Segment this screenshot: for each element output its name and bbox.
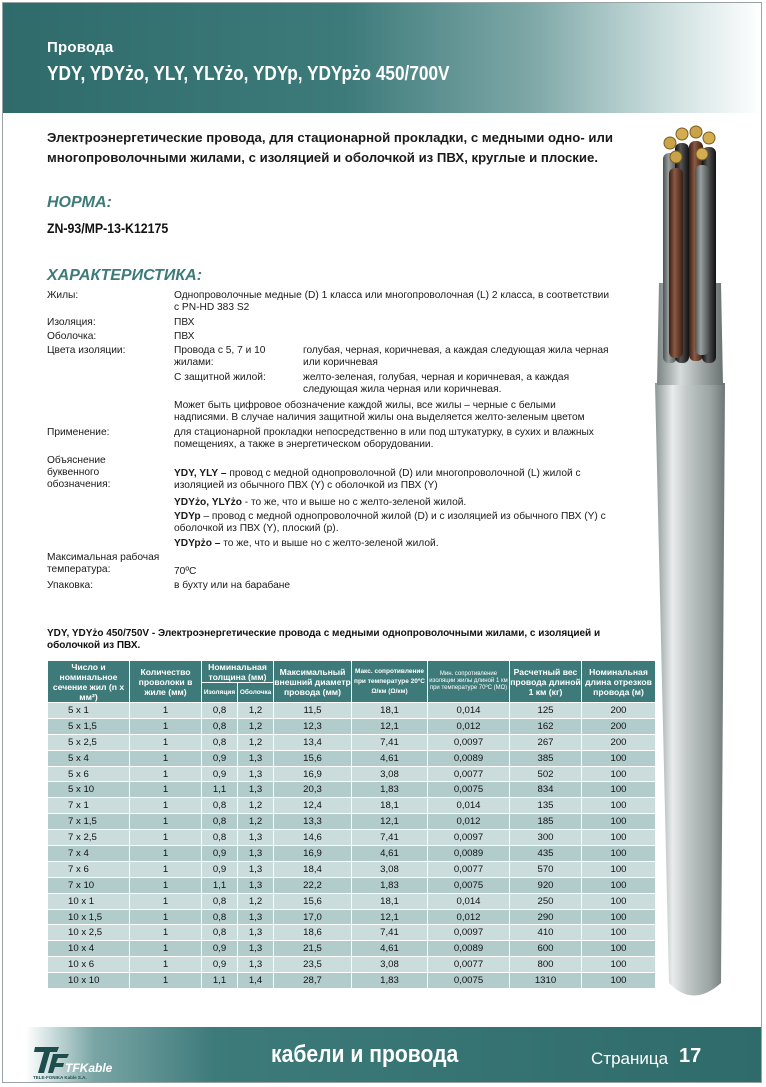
designation-label: Объяснение буквенного обозначения: bbox=[47, 455, 111, 491]
table-cell: 5 x 4 bbox=[48, 750, 130, 766]
table-cell: 162 bbox=[510, 718, 582, 734]
table-cell: 0,0097 bbox=[428, 925, 510, 941]
table-cell: 22,2 bbox=[274, 877, 352, 893]
table-cell: 300 bbox=[510, 830, 582, 846]
insulation-value: ПВХ bbox=[174, 317, 195, 328]
table-cell: 1,3 bbox=[238, 861, 274, 877]
designation-1-bold: YDY, YLY – bbox=[174, 468, 227, 479]
insulation-label: Изоляция: bbox=[47, 317, 96, 328]
table-cell: 18,4 bbox=[274, 861, 352, 877]
table-cell: 1 bbox=[130, 941, 202, 957]
designation-4-bold: YDYpżo – bbox=[174, 538, 221, 549]
table-cell: 4,61 bbox=[352, 846, 428, 862]
cores-value: Однопроволочные медные (D) 1 класса или многопроволочная (L) 2 класса, в соответствии с PN-HD 383 S2 bbox=[174, 290, 610, 314]
table-cell: 16,9 bbox=[274, 766, 352, 782]
table-cell: 250 bbox=[510, 893, 582, 909]
designation-1-text: провод с медной однопроволочной (D) или многопроволочной (L) жилой с изоляцией из обычного ПВХ (Y) с оболочкой из ПВХ (Y) bbox=[174, 468, 581, 492]
packing-value: в бухту или на барабане bbox=[174, 580, 291, 591]
table-cell: 1 bbox=[130, 877, 202, 893]
table-cell: 1 bbox=[130, 750, 202, 766]
table-cell: 1,2 bbox=[238, 703, 274, 719]
table-row bbox=[48, 941, 656, 957]
table-cell: 1 bbox=[130, 973, 202, 989]
table-cell: 0,0075 bbox=[428, 877, 510, 893]
table-cell: 1,83 bbox=[352, 877, 428, 893]
table-cell: 5 x 1 bbox=[48, 703, 130, 719]
designation-4-text: то же, что и выше но с желто-зеленой жилой. bbox=[220, 538, 439, 549]
table-cell: 0,8 bbox=[202, 718, 238, 734]
table-cell: 0,8 bbox=[202, 925, 238, 941]
table-cell: 18,6 bbox=[274, 925, 352, 941]
table-row bbox=[48, 734, 656, 750]
table-cell: 1,3 bbox=[238, 941, 274, 957]
tfkable-logo bbox=[33, 1041, 113, 1077]
max-temp-value: 70ºC bbox=[174, 566, 197, 577]
designation-1 bbox=[174, 468, 610, 492]
table-cell: 14,6 bbox=[274, 830, 352, 846]
table-cell: 23,5 bbox=[274, 957, 352, 973]
designation-4 bbox=[174, 538, 610, 550]
table-cell: 185 bbox=[510, 814, 582, 830]
table-row bbox=[48, 957, 656, 973]
table-cell: 1 bbox=[130, 957, 202, 973]
table-cell: 0,0077 bbox=[428, 957, 510, 973]
header-insulation: Изоляция bbox=[202, 683, 238, 703]
norma-value: ZN-93/MP-13-K12175 bbox=[47, 220, 169, 236]
table-cell: 3,08 bbox=[352, 766, 428, 782]
table-cell: 1,3 bbox=[238, 957, 274, 973]
designation-3 bbox=[174, 511, 610, 535]
table-cell: 3,08 bbox=[352, 957, 428, 973]
table-cell: 10 x 4 bbox=[48, 941, 130, 957]
header-nominal: Номинальная толщина (мм) bbox=[202, 661, 274, 683]
table-cell: 11,5 bbox=[274, 703, 352, 719]
table-cell: 100 bbox=[582, 782, 656, 798]
norma-heading: НОРМА: bbox=[47, 194, 112, 211]
table-cell: 200 bbox=[582, 734, 656, 750]
header-ins-resistance: Мин. сопротивление изоляции жилы длиной 1 км при температуре 70ºC (MΩ) bbox=[428, 661, 510, 703]
table-cell: 13,4 bbox=[274, 734, 352, 750]
table-cell: 10 x 10 bbox=[48, 973, 130, 989]
table-cell: 5 x 10 bbox=[48, 782, 130, 798]
table-cell: 200 bbox=[582, 703, 656, 719]
table-cell: 502 bbox=[510, 766, 582, 782]
table-cell: 0,9 bbox=[202, 846, 238, 862]
table-row bbox=[48, 877, 656, 893]
table-cell: 1,3 bbox=[238, 909, 274, 925]
table-cell: 0,012 bbox=[428, 718, 510, 734]
table-cell: 0,9 bbox=[202, 750, 238, 766]
table-cell: 100 bbox=[582, 798, 656, 814]
table-cell: 1 bbox=[130, 703, 202, 719]
table-cell: 1,2 bbox=[238, 798, 274, 814]
table-row bbox=[48, 766, 656, 782]
table-cell: 1,3 bbox=[238, 830, 274, 846]
table-cell: 1 bbox=[130, 782, 202, 798]
table-cell: 0,8 bbox=[202, 734, 238, 750]
page-subtitle: YDY, YDYżo, YLY, YLYżo, YDYp, YDYpżo 450/700V bbox=[47, 63, 450, 85]
table-cell: 920 bbox=[510, 877, 582, 893]
header-wires: Количество проволоки в жиле (мм) bbox=[130, 661, 202, 703]
colors-sub2-value: желто-зеленая, голубая, черная и коричневая, а каждая следующая жила черная или коричневая. bbox=[303, 372, 570, 396]
table-cell: 7 x 1,5 bbox=[48, 814, 130, 830]
cores-label: Жилы: bbox=[47, 290, 79, 301]
table-cell: 5 x 6 bbox=[48, 766, 130, 782]
table-cell: 1,2 bbox=[238, 734, 274, 750]
table-cell: 1,1 bbox=[202, 782, 238, 798]
page-label: Страница bbox=[591, 1049, 669, 1068]
table-cell: 100 bbox=[582, 750, 656, 766]
table-cell: 0,9 bbox=[202, 957, 238, 973]
table-cell: 1 bbox=[130, 861, 202, 877]
table-cell: 570 bbox=[510, 861, 582, 877]
table-cell: 1,4 bbox=[238, 973, 274, 989]
header-diameter: Максимальный внешний диаметр провода (мм) bbox=[274, 661, 352, 703]
table-cell: 0,8 bbox=[202, 893, 238, 909]
table-title: YDY, YDYżo 450/750V - Электроэнергетические провода с медными однопроволочными жилами, с изоляцией и оболочкой из ПВХ. bbox=[47, 628, 601, 651]
table-cell: 7,41 bbox=[352, 925, 428, 941]
sheath-value: ПВХ bbox=[174, 331, 195, 342]
table-row bbox=[48, 973, 656, 989]
table-cell: 10 x 1 bbox=[48, 893, 130, 909]
table-cell: 200 bbox=[582, 718, 656, 734]
table-cell: 10 x 1,5 bbox=[48, 909, 130, 925]
table-cell: 15,6 bbox=[274, 893, 352, 909]
table-cell: 1 bbox=[130, 718, 202, 734]
table-row bbox=[48, 893, 656, 909]
table-cell: 1 bbox=[130, 830, 202, 846]
table-cell: 1 bbox=[130, 798, 202, 814]
table-cell: 0,0075 bbox=[428, 973, 510, 989]
table-cell: 10 x 2,5 bbox=[48, 925, 130, 941]
table-cell: 1,83 bbox=[352, 973, 428, 989]
table-cell: 1,1 bbox=[202, 877, 238, 893]
header-length: Номинальная длина отрезков провода (м) bbox=[582, 661, 656, 703]
table-cell: 1,2 bbox=[238, 893, 274, 909]
header-weight: Расчетный вес провода длиной 1 км (кг) bbox=[510, 661, 582, 703]
table-cell: 5 x 1,5 bbox=[48, 718, 130, 734]
table-cell: 135 bbox=[510, 798, 582, 814]
table-cell: 20,3 bbox=[274, 782, 352, 798]
table-cell: 5 x 2,5 bbox=[48, 734, 130, 750]
table-row bbox=[48, 782, 656, 798]
table-cell: 100 bbox=[582, 766, 656, 782]
table-cell: 10 x 6 bbox=[48, 957, 130, 973]
table-cell: 0,0089 bbox=[428, 750, 510, 766]
table-cell: 834 bbox=[510, 782, 582, 798]
table-cell: 0,9 bbox=[202, 941, 238, 957]
table-cell: 18,1 bbox=[352, 893, 428, 909]
table-cell: 1,3 bbox=[238, 846, 274, 862]
designation-2 bbox=[174, 497, 610, 509]
table-cell: 0,9 bbox=[202, 766, 238, 782]
table-cell: 18,1 bbox=[352, 798, 428, 814]
table-cell: 15,6 bbox=[274, 750, 352, 766]
table-row bbox=[48, 750, 656, 766]
table-cell: 1310 bbox=[510, 973, 582, 989]
table-cell: 0,9 bbox=[202, 861, 238, 877]
designation-3-bold: YDYp bbox=[174, 511, 201, 522]
page-number: 17 bbox=[679, 1045, 702, 1067]
table-cell: 100 bbox=[582, 830, 656, 846]
table-cell: 1 bbox=[130, 893, 202, 909]
logo-subtext: TELE-FONIKA Kable S.A. bbox=[33, 1075, 87, 1080]
table-cell: 100 bbox=[582, 893, 656, 909]
table-cell: 7,41 bbox=[352, 830, 428, 846]
colors-sub1-label: Провода с 5, 7 и 10 жилами: bbox=[174, 345, 266, 369]
table-cell: 12,3 bbox=[274, 718, 352, 734]
table-cell: 0,8 bbox=[202, 909, 238, 925]
table-cell: 1 bbox=[130, 925, 202, 941]
page-title: Провода bbox=[47, 39, 114, 56]
table-cell: 0,014 bbox=[428, 798, 510, 814]
table-cell: 1,2 bbox=[238, 718, 274, 734]
table-cell: 125 bbox=[510, 703, 582, 719]
colors-label: Цвета изоляции: bbox=[47, 345, 126, 356]
table-cell: 0,014 bbox=[428, 893, 510, 909]
header-resistance: Макс. сопротивление при температуре 20ºC Ω/км (Ω/км) bbox=[352, 661, 428, 703]
table-cell: 12,1 bbox=[352, 814, 428, 830]
colors-note: Может быть цифровое обозначение каждой жилы, все жилы – черные с белыми надписями. В случае наличия защитной жилы она выделяется желто-зеленым цветом bbox=[174, 400, 585, 424]
table-cell: 435 bbox=[510, 846, 582, 862]
table-cell: 7 x 10 bbox=[48, 877, 130, 893]
table-cell: 100 bbox=[582, 861, 656, 877]
table-cell: 28,7 bbox=[274, 973, 352, 989]
intro-text: Электроэнергетические провода, для стационарной прокладки, с медными одно- или многопроволочными жилами, с изоляцией и оболочкой из ПВХ, круглые и плоские. bbox=[47, 130, 613, 165]
table-row bbox=[48, 798, 656, 814]
table-cell: 12,1 bbox=[352, 909, 428, 925]
table-cell: 100 bbox=[582, 846, 656, 862]
table-cell: 290 bbox=[510, 909, 582, 925]
table-cell: 1,83 bbox=[352, 782, 428, 798]
table-row bbox=[48, 861, 656, 877]
table-cell: 100 bbox=[582, 925, 656, 941]
table-row bbox=[48, 830, 656, 846]
table-cell: 100 bbox=[582, 957, 656, 973]
table-row bbox=[48, 846, 656, 862]
table-cell: 1,1 bbox=[202, 973, 238, 989]
table-cell: 7,41 bbox=[352, 734, 428, 750]
table-cell: 800 bbox=[510, 957, 582, 973]
table-cell: 0,0089 bbox=[428, 941, 510, 957]
designation-3-text: – провод с медной однопроволочной жилой (D) и с изоляцией из обычного ПВХ (Y) с оболочкой из ПВХ (Y), плоский (p). bbox=[174, 511, 606, 535]
table-cell: 0,014 bbox=[428, 703, 510, 719]
table-cell: 7 x 4 bbox=[48, 846, 130, 862]
table-cell: 385 bbox=[510, 750, 582, 766]
colors-sub1-value: голубая, черная, коричневая, а каждая следующая жила черная или коричневая bbox=[303, 345, 609, 369]
table-cell: 1 bbox=[130, 766, 202, 782]
packing-label: Упаковка: bbox=[47, 580, 94, 591]
table-cell: 0,0097 bbox=[428, 734, 510, 750]
table-row bbox=[48, 925, 656, 941]
table-cell: 7 x 1 bbox=[48, 798, 130, 814]
table-cell: 12,1 bbox=[352, 718, 428, 734]
table-cell: 1,3 bbox=[238, 877, 274, 893]
table-cell: 0,8 bbox=[202, 830, 238, 846]
table-cell: 0,0097 bbox=[428, 830, 510, 846]
table-cell: 600 bbox=[510, 941, 582, 957]
table-cell: 0,8 bbox=[202, 814, 238, 830]
table-cell: 4,61 bbox=[352, 941, 428, 957]
table-cell: 1 bbox=[130, 734, 202, 750]
table-cell: 410 bbox=[510, 925, 582, 941]
table-cell: 3,08 bbox=[352, 861, 428, 877]
table-cell: 1 bbox=[130, 814, 202, 830]
table-cell: 100 bbox=[582, 973, 656, 989]
table-cell: 1,3 bbox=[238, 925, 274, 941]
application-value: для стационарной прокладки непосредственно в или под штукатурку, в сухих и влажных помещениях, а также в энергетическом оборудовании. bbox=[174, 427, 594, 451]
table-cell: 1,3 bbox=[238, 750, 274, 766]
header-sheath: Оболочка bbox=[238, 683, 274, 703]
table-cell: 0,0077 bbox=[428, 861, 510, 877]
sheath-label: Оболочка: bbox=[47, 331, 97, 342]
svg-text:TFKable: TFKable bbox=[65, 1061, 113, 1075]
table-row bbox=[48, 814, 656, 830]
table-row bbox=[48, 718, 656, 734]
table-cell: 1,3 bbox=[238, 766, 274, 782]
table-row bbox=[48, 703, 656, 719]
table-cell: 0,0089 bbox=[428, 846, 510, 862]
table-cell: 1 bbox=[130, 909, 202, 925]
table-cell: 267 bbox=[510, 734, 582, 750]
table-cell: 1,3 bbox=[238, 782, 274, 798]
table-cell: 0,012 bbox=[428, 814, 510, 830]
table-cell: 4,61 bbox=[352, 750, 428, 766]
table-cell: 0,8 bbox=[202, 703, 238, 719]
designation-2-bold: YDYżo, YLYżo bbox=[174, 497, 242, 508]
table-cell: 7 x 6 bbox=[48, 861, 130, 877]
page bbox=[2, 2, 762, 1083]
table-cell: 16,9 bbox=[274, 846, 352, 862]
footer-title: кабели и провода bbox=[271, 1041, 459, 1068]
table-cell: 7 x 2,5 bbox=[48, 830, 130, 846]
table-cell: 17,0 bbox=[274, 909, 352, 925]
table-cell: 100 bbox=[582, 877, 656, 893]
table-cell: 100 bbox=[582, 814, 656, 830]
table-cell: 0,012 bbox=[428, 909, 510, 925]
header-band bbox=[3, 3, 761, 113]
colors-sub2-label: С защитной жилой: bbox=[174, 372, 266, 383]
cable-spec-table bbox=[47, 660, 656, 989]
table-cell: 13,3 bbox=[274, 814, 352, 830]
table-cell: 18,1 bbox=[352, 703, 428, 719]
table-cell: 0,8 bbox=[202, 798, 238, 814]
table-cell: 0,0075 bbox=[428, 782, 510, 798]
characteristics-heading: ХАРАКТЕРИСТИКА: bbox=[47, 267, 203, 284]
header-section: Число и номинальное сечение жил (n x мм²) bbox=[48, 661, 130, 703]
designation-2-text: - то же, что и выше но с желто-зеленой жилой. bbox=[241, 497, 467, 508]
table-cell: 100 bbox=[582, 941, 656, 957]
application-label: Применение: bbox=[47, 427, 110, 438]
table-cell: 12,4 bbox=[274, 798, 352, 814]
max-temp-label: Максимальная рабочая температура: bbox=[47, 552, 160, 576]
table-cell: 1,2 bbox=[238, 814, 274, 830]
table-cell: 21,5 bbox=[274, 941, 352, 957]
table-cell: 1 bbox=[130, 846, 202, 862]
table-row bbox=[48, 909, 656, 925]
table-cell: 0,0077 bbox=[428, 766, 510, 782]
table-cell: 100 bbox=[582, 909, 656, 925]
